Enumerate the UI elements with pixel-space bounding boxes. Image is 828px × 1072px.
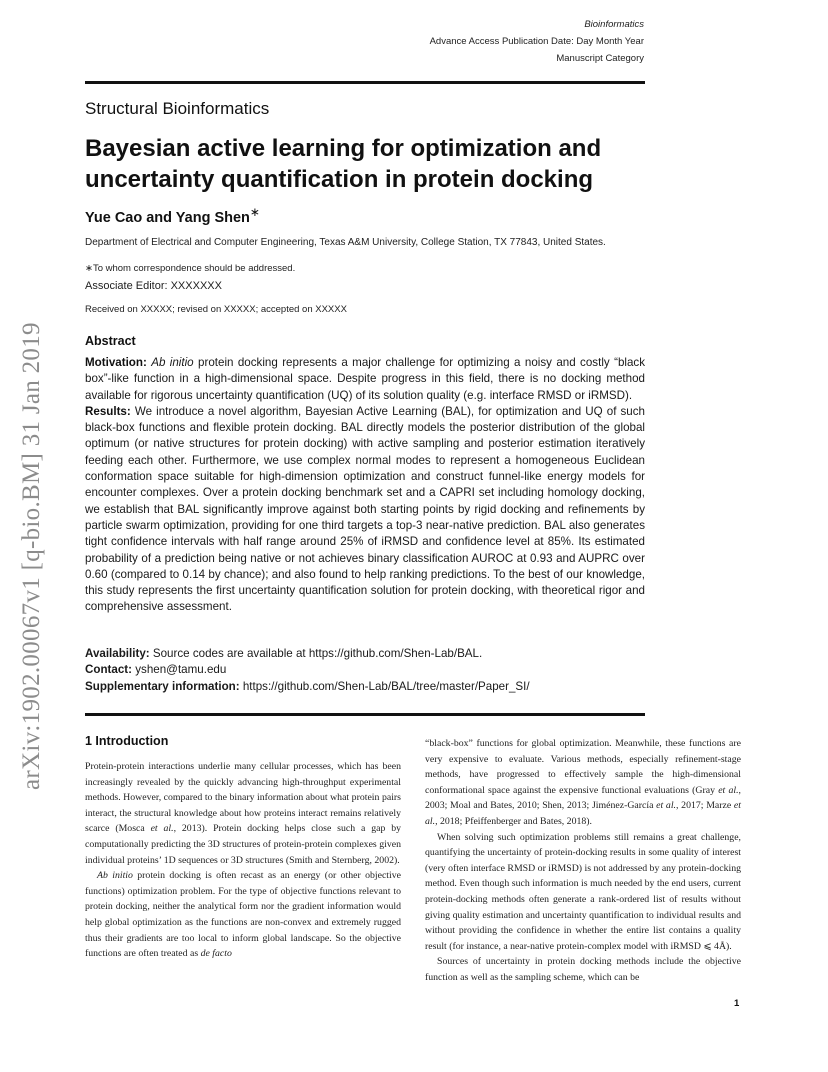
contact-email[interactable]: yshen@tamu.edu (132, 663, 227, 677)
received-dates: Received on XXXXX; revised on XXXXX; accepted on XXXXX (85, 304, 347, 315)
contact-line (85, 662, 645, 678)
correspondence-note: ∗To whom correspondence should be addressed. (85, 263, 296, 274)
results-text: We introduce a novel algorithm, Bayesian Active Learning (BAL), for optimization and UQ of such black-box functions and flexible protein docking. BAL directly models the posterior distribution of the global optimum (or native structures for protein docking) with active sampling and posterior estimation iteratively feeding each other. Furthermore, we use complex normal modes to represent a homogeneous Euclidean conformation space suitable for high-dimension optimization and construct funnel-like energy models for encounter complexes. Over a protein docking benchmark set and a CAPRI set including homology docking, we establish that BAL significantly improve against both starting points by rigid docking and refinements by particle swarm optimization, providing for one third targets a top-3 near-native prediction. BAL also generates tight confidence intervals with half range around 25% of iRMSD and confidence level at 85%. Its estimated probability of a prediction being native or not achieves binary classification AUROC at 0.93 and AUPRC over 0.60 (compared to 0.14 by chance); and also found to help ranking predictions. To the best of our knowledge, this study represents the first uncertainty quantification solution for protein docking, with theoretical rigor and comprehensive assessment. (85, 404, 645, 614)
intro-p3-text-a: “black-box” functions for global optimization. Meanwhile, these functions are very expensive to evaluate. Various methods, especially refinement-stage methods, have progressed to effectively sample the high-dimensional conformational space against the expensive functional evaluations (Gray (425, 738, 741, 796)
intro-p2-italic: Ab initio (97, 870, 133, 882)
intro-paragraph-3 (425, 736, 741, 830)
results-label: Results: (85, 404, 131, 418)
paper-title: Bayesian active learning for optimization and uncertainty quantification in protein docking (85, 135, 602, 193)
intro-paragraph-4: When solving such optimization problems still remains a great challenge, quantifying the uncertainty of protein-docking results in some quality of interest (very often interface RMSD or iRMSD) is not addressed by any protein-docking method. Even though such information is much needed by the end users, current protein-docking methods often generate a rank-ordered list of results without giving quality estimation and uncertainty quantification to individual results and without providing the confidence in whether the entire list contains a quality result (for instance, a near-native protein-complex model with iRMSD ⩽ 4Å). (425, 831, 741, 952)
associate-editor: Associate Editor: XXXXXXX (85, 280, 222, 292)
availability-label: Availability: (85, 647, 150, 660)
publication-date: Advance Access Publication Date: Day Month Year (429, 36, 644, 47)
intro-p3-etal-2: et al. (656, 800, 677, 812)
availability-line (85, 646, 645, 662)
abstract-results (85, 404, 645, 616)
supplementary-link[interactable]: https://github.com/Shen-Lab/BAL/tree/master/Paper_SI/ (239, 679, 530, 693)
section-category: Structural Bioinformatics (85, 99, 270, 118)
intro-p3-etal-1: et al. (718, 784, 739, 796)
intro-p1-text-a: Protein-protein interactions underlie many cellular processes, which has been increasingly revealed by the quickly advancing high-throughput experimental methods. However, compared to the binary information about what protein pairs interact, the structural knowledge about how proteins interact remains relatively scarce (Mosca (85, 761, 401, 835)
abstract-rule (85, 713, 645, 716)
intro-paragraph-5: Sources of uncertainty in protein docking methods include the objective function as well as the sampling scheme, which can be (425, 956, 741, 983)
availability-block (85, 646, 645, 695)
header-rule (85, 81, 645, 84)
intro-p3-text-b: , 2003; Moal and Bates, 2010; Shen, 2013; Jiménez-García (425, 784, 741, 812)
left-column (85, 759, 401, 962)
motivation-text: protein docking represents a major challenge for optimizing a noisy and costly “black box”-like function in a high-dimensional space. Despite progress in this field, there is no docking method available for rigorous uncertainty quantification (UQ) of its solution quality (e.g. interface RMSD or iRMSD). (85, 356, 646, 402)
abstract-motivation (85, 355, 645, 404)
introduction-heading: 1 Introduction (85, 734, 169, 748)
author-names: Yue Cao and Yang Shen (85, 209, 250, 226)
authors (85, 205, 260, 226)
motivation-label: Motivation: (85, 356, 147, 369)
intro-p2-defacto: de facto (200, 948, 232, 960)
intro-paragraph-2 (85, 868, 401, 962)
supplementary-line (85, 679, 645, 695)
intro-p3-text-d: , 2018; Pfeiffenberger and Bates, 2018). (435, 815, 592, 827)
manuscript-category: Manuscript Category (556, 53, 644, 64)
abstract-heading: Abstract (85, 334, 136, 348)
journal-name: Bioinformatics (584, 19, 644, 30)
supplementary-label: Supplementary information: (85, 679, 240, 693)
page-number: 1 (734, 998, 740, 1009)
journal-header (430, 16, 644, 67)
intro-p3-etal-3: et al. (425, 800, 741, 827)
availability-link[interactable]: Source codes are available at https://github.com/Shen-Lab/BAL. (149, 647, 483, 660)
corresponding-mark: ∗ (249, 205, 260, 219)
intro-p3-text-c: , 2017; Marze (676, 800, 734, 812)
right-column (425, 736, 741, 986)
arxiv-stamp: arXiv:1902.00067v1 [q-bio.BM] 31 Jan 2019 (18, 322, 45, 790)
contact-label: Contact: (85, 663, 133, 677)
motivation-italic: Ab initio (151, 356, 194, 369)
intro-paragraph-1 (85, 759, 401, 868)
intro-p1-etal: et al. (150, 823, 174, 835)
abstract-body (85, 355, 645, 616)
affiliation: Department of Electrical and Computer Engineering, Texas A&M University, College Station, TX 77843, United States. (85, 237, 606, 248)
intro-p1-text-b: , 2013). Protein docking helps close such a gap by computationally predicting the 3D structures of protein-protein complexes given individual proteins’ 1D sequences or 3D structures (Smith and Sternberg, 2002). (85, 823, 402, 866)
intro-p2-text: protein docking is often recast as an energy (or other objective functions) optimization problem. For the type of objective functions relevant to protein docking, neither the analytical form nor the gradient information would help global optimization as the functions are non-convex and extremely rugged thus their gradients are too local to inform global landscape. So the objective functions are often treated as (85, 870, 401, 960)
